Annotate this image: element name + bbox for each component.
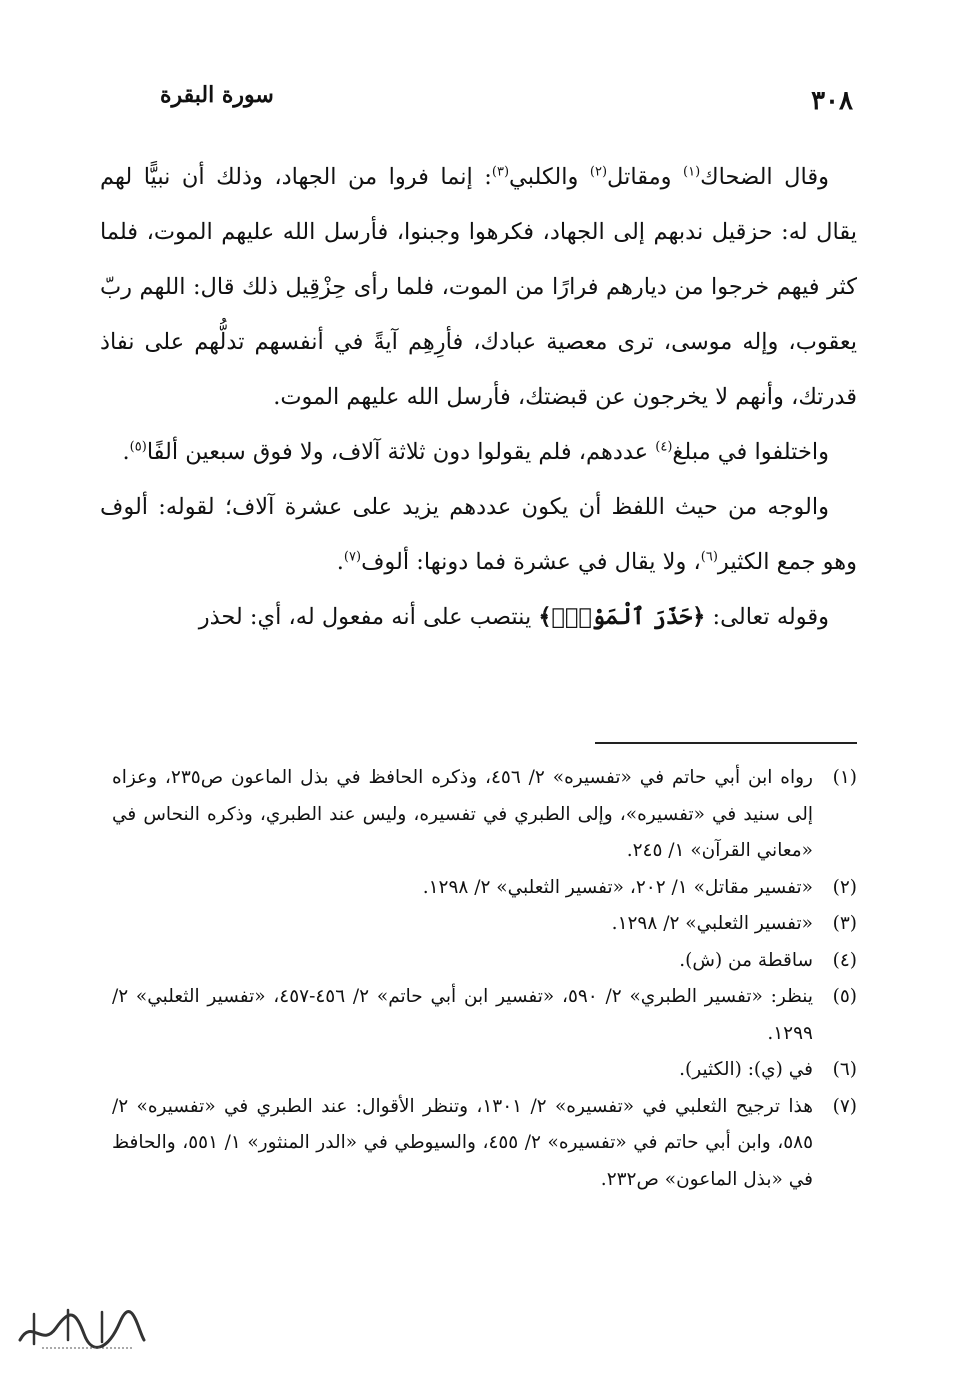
footnote-1: (١) رواه ابن أبي حاتم في «تفسيره» ٢/ ٤٥٦، وذكره الحافظ في بذل الماعون ص٢٣٥، وعزاه إلى سنيد في «تفسيره»، وإلى الطبري في تفسيره، وليس عند الطبري، وذكره النحاس في «معاني القرآن» ١/ ٢٤٥. <box>112 767 857 861</box>
publisher-logo-watermark <box>12 1300 152 1358</box>
footnote-6: (٦) في (ي): (الكثير). <box>679 1059 857 1080</box>
footnote-5: (٥) ينظر: «تفسير الطبري» ٢/ ٥٩٠، «تفسير ابن أبي حاتم» ٢/ ٤٥٦-٤٥٧، «تفسير الثعلبي» ٢/ ١٢٩٩. <box>112 986 857 1044</box>
footnote-ref-3: (٣) <box>491 164 510 180</box>
quran-quote: ﴿حَذَرَ ٱلْمَوْتِۖ﴾ <box>538 604 706 630</box>
footnote-7: (٧) هذا ترجيح الثعلبي في «تفسيره» ٢/ ١٣٠١، وتنظر الأقوال: عند الطبري في «تفسيره» ٢/ ٥٨٥، وابن أبي حاتم في «تفسيره» ٢/ ٤٥٥، والسيوطي في «الدر المنثور» ١/ ٥٥١، والحافظ في «بذل الماعون» ص٢٣٢. <box>112 1095 857 1190</box>
footnote-3: (٣) «تفسير الثعلبي» ٢/ ١٢٩٨. <box>611 913 857 934</box>
footnote-2: (٢) «تفسير مقاتل» ١/ ٢٠٢، «تفسير الثعلبي» ٢/ ١٢٩٨. <box>422 876 857 898</box>
running-header-surah-title: سورة البقرة <box>160 82 274 108</box>
paragraph-4: وقوله تعالى: ﴿حَذَرَ ٱلْمَوْتِۖ﴾ ينتصب على أنه مفعول له، أي: لحذر <box>198 604 829 630</box>
paragraph-3: والوجه من حيث اللفظ أن يكون عددهم يزيد على عشرة آلاف؛ لقوله: ألوف وهو جمع الكثير$^{(٦)}$، ولا يقال في عشرة فما دونها: ألوف$^{(٧)}$. <box>100 494 857 575</box>
footnote-ref-1: (١) <box>683 164 701 180</box>
footnote-ref-4: (٤) <box>655 439 673 455</box>
footnotes <box>112 760 857 1198</box>
footnote-ref-5: (٥) <box>129 439 147 455</box>
page-number: ٣٠٨ <box>811 86 853 116</box>
paragraph-1: وقال الضحاك$^{(١)}$ ومقاتل$^{(٢)}$ والكلبي$^{(٣)}$: إنما فروا من الجهاد، وذلك أن نبيًّا لهم يقال له: حزقيل ندبهم إلى الجهاد، فكرهوا وجبنوا، فأرسل الله عليهم الموت، فلما كثر فيهم خرجوا من ديارهم فرارًا من الموت، فلما رأى حِزْقِيل ذلك قال: اللهم ربّ يعقوب، وإله موسى، ترى معصية عبادك، فأرِهِم آيةً في أنفسهم تدلُّهم على نفاذ قدرتك، وأنهم لا يخرجون عن قبضتك، فأرسل الله عليهم الموت. <box>100 164 857 410</box>
main-text <box>100 150 857 645</box>
footnote-separator <box>595 742 857 744</box>
footnote-ref-6: (٦) <box>700 549 718 565</box>
footnote-ref-7: (٧) <box>343 549 362 565</box>
footnote-ref-2: (٢) <box>589 164 608 180</box>
paragraph-2: واختلفوا في مبلغ$^{(٤)}$ عددهم، فلم يقولوا دون ثلاثة آلاف، ولا فوق سبعين ألفًا$^{(٥)}$. <box>122 439 829 465</box>
footnote-4: (٤) ساقطة من (ش). <box>679 949 857 971</box>
